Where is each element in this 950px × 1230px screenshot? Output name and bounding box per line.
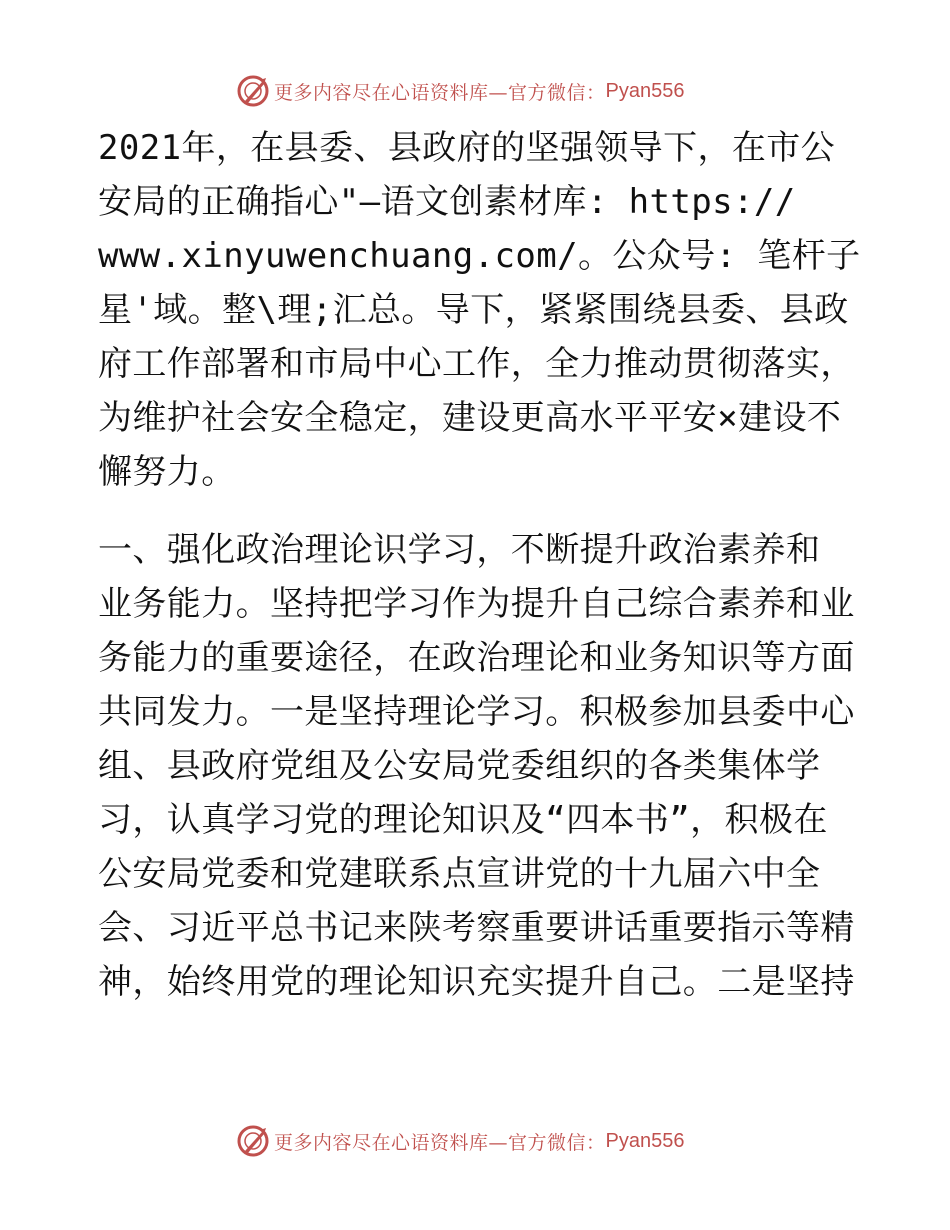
header-wechat-id: Pyan556: [605, 79, 685, 102]
footer-banner-content: [236, 1124, 685, 1158]
text-line: 神，始终用党的理论知识充实提升自己。二是坚持: [98, 962, 855, 1002]
text-line: 府工作部署和市局中心工作，全力推动贯彻落实，: [98, 344, 855, 384]
paragraph-intro: [98, 126, 868, 504]
text-line: 习，认真学习党的理论知识及“四本书”，积极在: [98, 800, 828, 840]
text-line: 业务能力。坚持把学习作为提升自己综合素养和业: [98, 584, 855, 624]
text-line: 为维护社会安全稳定，建设更高水平平安×建设不: [98, 398, 842, 438]
paragraph-section-one: [98, 528, 868, 1014]
text-line: 安局的正确指心"—语文创素材库: https://: [98, 182, 796, 222]
text-line: 务能力的重要途径，在政治理论和业务知识等方面: [98, 638, 855, 678]
header-banner-content: [236, 74, 685, 108]
text-line: 会、习近平总书记来陕考察重要讲话重要指示等精: [98, 908, 855, 948]
paragraph-gap: [98, 504, 868, 528]
footer-official-text: —官方微信：: [488, 1131, 606, 1154]
footer-wechat-id: Pyan556: [605, 1129, 685, 1152]
text-line: 星'域。整\理;汇总。导下，紧紧围绕县委、县政: [98, 290, 849, 330]
footer-banner: [0, 1124, 950, 1158]
text-line: 懈努力。: [98, 452, 236, 492]
footer-brand-text: 更多内容尽在心语资料库: [274, 1131, 489, 1154]
text-line: www.xinyuwenchuang.com/。公众号: 笔杆子: [98, 236, 861, 276]
header-brand-text: 更多内容尽在心语资料库: [274, 81, 489, 104]
quill-logo-icon: [236, 74, 270, 108]
quill-logo-icon: [236, 1124, 270, 1158]
text-line: 共同发力。一是坚持理论学习。积极参加县委中心: [98, 692, 855, 732]
text-line: 2021年，在县委、县政府的坚强领导下，在市公: [98, 128, 836, 168]
text-line: 公安局党委和党建联系点宣讲党的十九届六中全: [98, 854, 821, 894]
text-line: 一、强化政治理论识学习，不断提升政治素养和: [98, 530, 821, 570]
header-official-text: —官方微信：: [488, 81, 606, 104]
document-body: [98, 126, 868, 1014]
header-banner: [0, 74, 950, 108]
text-line: 组、县政府党组及公安局党委组织的各类集体学: [98, 746, 821, 786]
